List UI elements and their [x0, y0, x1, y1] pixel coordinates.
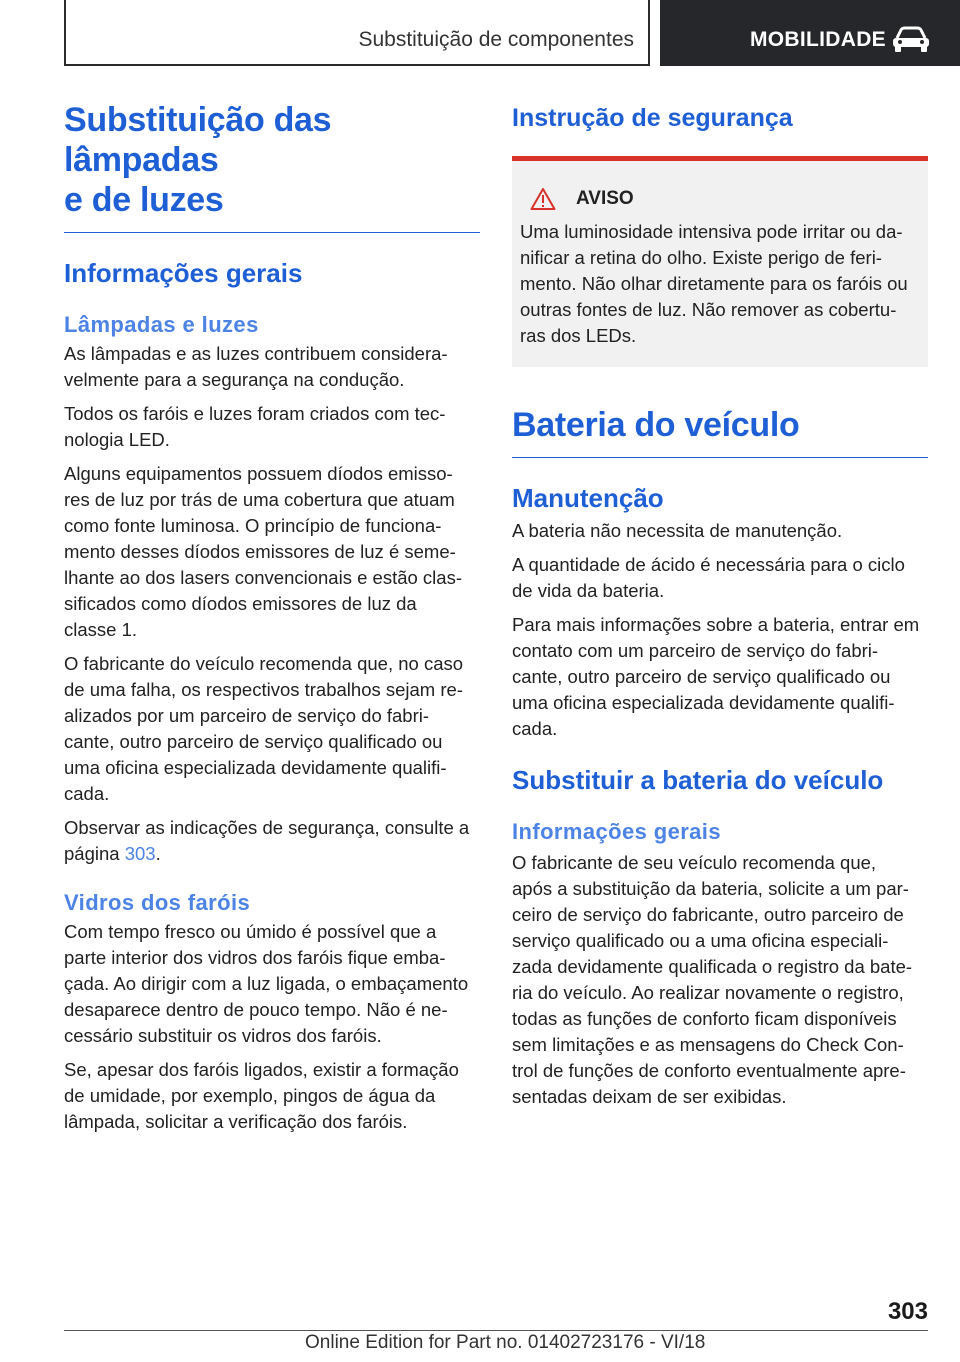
warning-box — [512, 156, 928, 367]
battery-divider — [512, 457, 928, 458]
heading-headlight-glass: Vidros dos faróis — [64, 890, 251, 915]
heading-maintenance: Manutenção — [512, 483, 664, 513]
car-icon — [890, 26, 932, 54]
page-number: 303 — [887, 1298, 928, 1325]
lamps-paragraph-4: O fabricante do veículo recomenda que, no caso de uma falha, os respectivos trabalhos sejam re- alizados por um parceiro de serviço do fabri- cante, outro parceiro de serviço qualificado ou uma oficina especializada devidamente qualifi- cada. — [64, 653, 464, 804]
footer-edition: Online Edition for Part no. 01402723176 - VI/18 — [305, 1332, 706, 1353]
warning-text: Uma luminosidade intensiva pode irritar ou da- nificar a retina do olho. Existe perigo de feri- mento. Não olhar diretamente para os faróis ou outras fontes de luz. Não remover as cobertu- ras dos LEDs. — [520, 221, 908, 346]
maintenance-paragraph-3: Para mais informações sobre a bateria, entrar em contato com um parceiro de serviço do fabri- cante, outro parceiro de serviço qualificado ou uma oficina especializada devidamente qualifi- cada. — [512, 614, 920, 739]
footer-divider — [64, 1330, 928, 1331]
heading-general-info: Informações gerais — [64, 258, 303, 288]
lamps-paragraph-1: As lâmpadas e as luzes contribuem considera- velmente para a segurança na condução. — [64, 343, 448, 390]
header-section-box — [64, 0, 650, 66]
title-divider — [64, 232, 480, 233]
header-section-title: Substituição de componentes — [358, 28, 634, 51]
replace-paragraph-1: O fabricante de seu veículo recomenda que, após a substituição da bateria, solicite a um par- ceiro de serviço do fabricante, outro parceiro de serviço qualificado ou a uma oficina especiali- zada devidamente qualificada o registro da bate- ria do veículo. Ao realizar novamente o registro, todas as funções de conforto ficam disponíveis sem limitações e as mensagens do Check Con- trol de funções de conforto eventualmente apre- sentadas deixam de ser exibidas. — [512, 852, 913, 1107]
warning-title: AVISO — [576, 188, 634, 209]
page-title-line2: e de luzes — [64, 181, 224, 219]
lamps-paragraph-3: Alguns equipamentos possuem díodos emisso- res de luz por trás de uma cobertura que atuam como fonte luminosa. O princípio de funciona- mento desses díodos emissores de luz é seme- lhante ao dos lasers convencionais e estão clas- sificados como díodos emissores de luz da classe 1. — [64, 463, 462, 640]
header-chapter-box — [660, 0, 960, 66]
header-chapter-title: MOBILIDADE — [750, 28, 886, 51]
right-column — [512, 100, 928, 1110]
heading-safety-instruction: Instrução de segurança — [512, 104, 793, 132]
left-column — [64, 100, 480, 1135]
lamps-paragraph-5: Observar as indicações de segurança, consulte a página 303. — [64, 817, 470, 864]
warning-triangle-icon — [530, 187, 556, 211]
lamps-paragraph-2: Todos os faróis e luzes foram criados com tec- nologia LED. — [64, 403, 446, 450]
glass-paragraph-2: Se, apesar dos faróis ligados, existir a formação de umidade, por exemplo, pingos de água da lâmpada, solicitar a verificação dos faróis. — [64, 1059, 459, 1132]
heading-general-info-2: Informações gerais — [512, 819, 721, 844]
heading-lamps: Lâmpadas e luzes — [64, 312, 259, 337]
glass-paragraph-1: Com tempo fresco ou úmido é possível que a parte interior dos vidros dos faróis fique emba- çada. Ao dirigir com a luz ligada, o embaçamento desaparece dentro de pouco tempo. Não é ne- cessário substituir os vidros dos faróis. — [64, 921, 469, 1046]
section-title-battery: Bateria do veículo — [512, 406, 800, 444]
maintenance-paragraph-2: A quantidade de ácido é necessária para o ciclo de vida da bateria. — [512, 554, 905, 601]
page-header — [0, 0, 960, 66]
page-link-303[interactable]: 303 — [124, 843, 156, 864]
heading-replace-battery: Substituir a bateria do veículo — [512, 765, 884, 795]
maintenance-paragraph-1: A bateria não necessita de manutenção. — [512, 520, 843, 541]
page-title — [64, 100, 480, 220]
warning-header — [520, 183, 920, 215]
page-title-line1: Substituição das lâmpadas — [64, 101, 332, 179]
